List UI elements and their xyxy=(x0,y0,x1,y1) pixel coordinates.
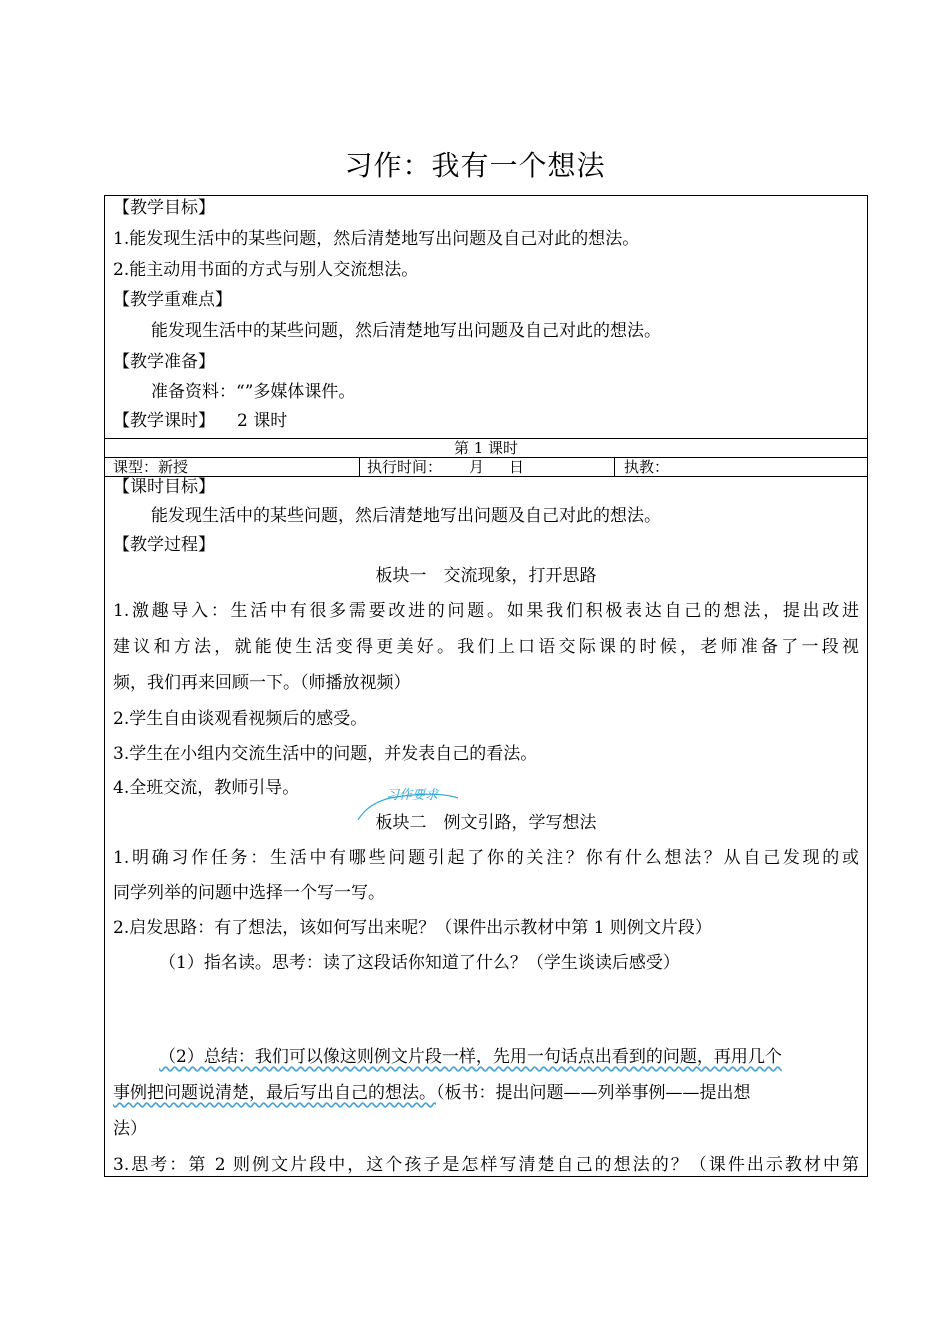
teaching-goals-heading: 【教学目标】 xyxy=(113,198,215,218)
teaching-process-heading: 【教学过程】 xyxy=(113,535,215,555)
class-hours-value: 2 课时 xyxy=(237,411,288,431)
board-writing: （板书：提出问题——列举事例——提出想 xyxy=(436,1083,751,1103)
key-points-text: 能发现生活中的某些问题，然后清楚地写出问题及自己对此的想法。 xyxy=(151,321,661,341)
b1-paragraph-3: 3.学生在小组内交流生活中的问题，并发表自己的看法。 xyxy=(113,744,538,764)
cell-divider xyxy=(359,458,360,476)
lesson-goal-text: 能发现生活中的某些问题，然后清楚地写出问题及自己对此的想法。 xyxy=(151,506,661,526)
b2-paragraph-4-line-3: 法） xyxy=(113,1119,147,1139)
teacher-label: 执教： xyxy=(624,458,670,476)
b2-paragraph-4-line-2 xyxy=(113,1081,859,1105)
b2-paragraph-2: 2.启发思路：有了想法，该如何写出来呢？（课件出示教材中第 1 则例文片段） xyxy=(113,918,712,938)
b1-paragraph-1-line-1: 1.激趣导入：生活中有很多需要改进的问题。如果我们积极表达自己的想法，提出改进 xyxy=(113,601,859,621)
b1-paragraph-1-line-2: 建议和方法，就能使生活变得更美好。我们上口语交际课的时候，老师准备了一段视 xyxy=(113,637,859,657)
key-points-heading: 【教学重难点】 xyxy=(113,290,232,310)
goal-item-1: 1.能发现生活中的某些问题，然后清楚地写出问题及自己对此的想法。 xyxy=(113,229,640,249)
b2-paragraph-5: 3.思考：第 2 则例文片段中，这个孩子是怎样写清楚自己的想法的？（课件出示教材中第 xyxy=(113,1155,859,1175)
lesson-type: 课型：新授 xyxy=(113,458,189,476)
wavy-underlined-text: 事例把问题说清楚，最后写出自己的想法。 xyxy=(113,1083,436,1103)
lesson-title: 第 1 课时 xyxy=(453,439,519,457)
divider xyxy=(105,457,867,458)
lesson-goal-heading: 【课时目标】 xyxy=(113,477,215,497)
page-title: 习作：我有一个想法 xyxy=(344,149,606,182)
execution-time-label: 执行时间： xyxy=(367,458,443,476)
block-two-title: 板块二 例文引路，学写想法 xyxy=(375,813,597,833)
b2-paragraph-1-line-1: 1.明确习作任务：生活中有哪些问题引起了你的关注？你有什么想法？从自己发现的或 xyxy=(113,848,859,868)
goal-item-2: 2.能主动用书面的方式与别人交流想法。 xyxy=(113,260,419,280)
preparation-heading: 【教学准备】 xyxy=(113,352,215,372)
wavy-underlined-text: （2）总结：我们可以像这则例文片段一样，先用一句话点出看到的问题，再用几个 xyxy=(159,1047,782,1067)
b2-paragraph-1-line-2: 同学列举的问题中选择一个写一写。 xyxy=(113,883,385,903)
annotation-text: 习作要求 xyxy=(386,788,439,803)
b1-paragraph-4: 4.全班交流，教师引导。 xyxy=(113,778,300,798)
execution-month: 月 xyxy=(469,458,485,476)
cell-divider xyxy=(614,458,615,476)
b1-paragraph-2: 2.学生自由谈观看视频后的感受。 xyxy=(113,709,368,729)
class-hours xyxy=(113,409,859,433)
b2-paragraph-4-line-1 xyxy=(159,1045,859,1069)
b2-paragraph-3: （1）指名读。思考：读了这段话你知道了什么？（学生谈读后感受） xyxy=(159,953,680,973)
preparation-text: 准备资料：“”多媒体课件。 xyxy=(151,382,356,402)
execution-day: 日 xyxy=(509,458,525,476)
block-one-title: 板块一 交流现象，打开思路 xyxy=(375,566,597,586)
lesson-plan-table xyxy=(104,195,868,1177)
class-hours-heading: 【教学课时】 xyxy=(113,411,215,431)
b1-paragraph-1-line-3: 频，我们再来回顾一下。（师播放视频） xyxy=(113,673,411,693)
handwritten-annotation xyxy=(350,784,460,828)
